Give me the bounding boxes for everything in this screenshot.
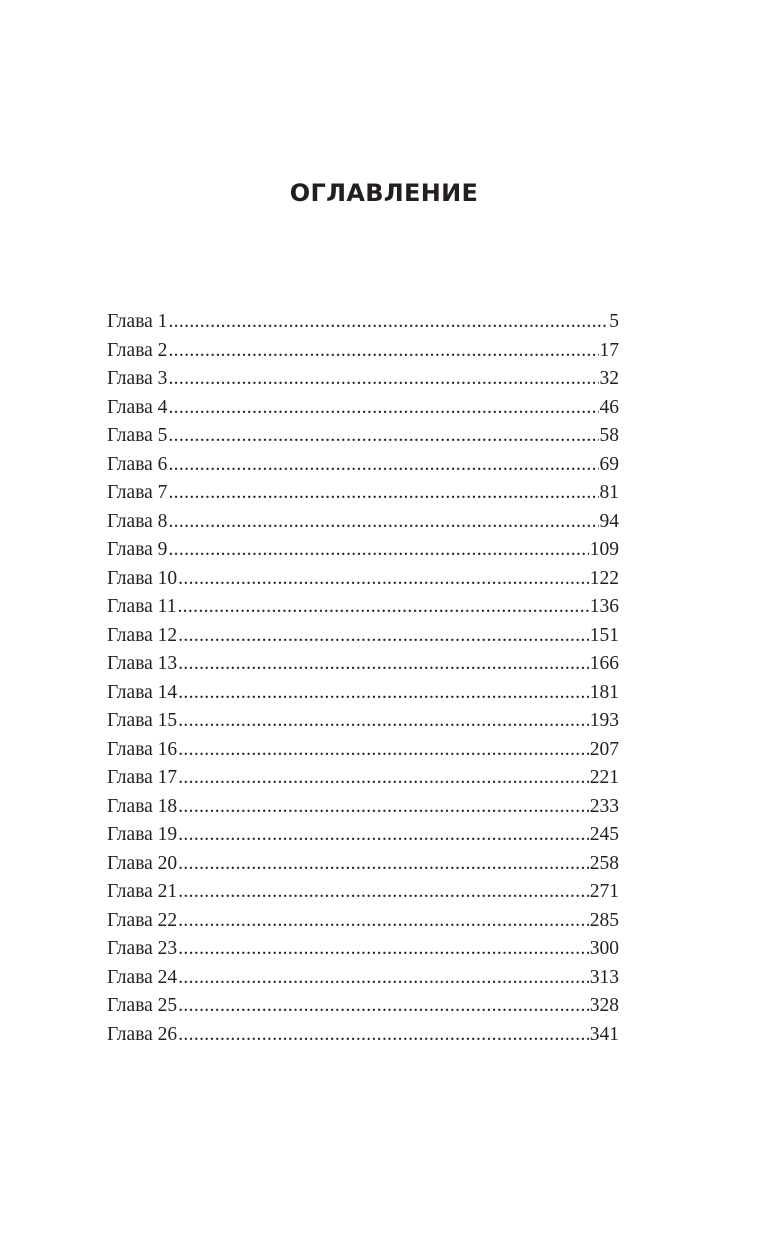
toc-entry-page-number: 5 xyxy=(609,311,619,332)
toc-entry xyxy=(107,422,619,451)
toc-entry-page-number: 181 xyxy=(589,681,619,703)
toc-entry-page-number: 166 xyxy=(589,653,619,674)
toc-entry-label: Глава 11 xyxy=(107,596,177,617)
toc-entry-page-number: 32 xyxy=(599,368,619,389)
toc-entry xyxy=(107,365,619,394)
toc-entry-label: Глава 9 xyxy=(107,539,168,560)
toc-dot-leader xyxy=(178,907,589,936)
toc-dot-leader xyxy=(168,479,598,508)
toc-entry-label: Глава 16 xyxy=(107,738,178,760)
toc-dot-leader xyxy=(178,707,589,736)
toc-entry xyxy=(107,479,619,508)
toc-entry xyxy=(107,707,619,736)
toc-dot-leader xyxy=(178,1021,589,1050)
toc-entry-label: Глава 26 xyxy=(107,1023,178,1045)
toc-entry-label: Глава 20 xyxy=(107,852,178,874)
toc-entry-label: Глава 25 xyxy=(107,995,178,1016)
toc-entry-page-number: 17 xyxy=(599,339,619,361)
toc-entry xyxy=(107,878,619,907)
toc-dot-leader xyxy=(178,964,589,993)
toc-entry-page-number: 221 xyxy=(589,767,619,788)
toc-entry xyxy=(107,964,619,993)
toc-entry xyxy=(107,593,619,622)
toc-entry-label: Глава 5 xyxy=(107,425,168,446)
toc-dot-leader xyxy=(178,992,589,1021)
toc-entry-page-number: 271 xyxy=(589,881,619,902)
page-title: ОГЛАВЛЕНИЕ xyxy=(289,179,479,208)
toc-entry xyxy=(107,650,619,679)
toc-entry-label: Глава 21 xyxy=(107,881,178,902)
toc-dot-leader xyxy=(178,622,589,651)
toc-entry xyxy=(107,935,619,964)
toc-entry-label: Глава 19 xyxy=(107,824,178,845)
toc-entry-label: Глава 23 xyxy=(107,938,178,959)
toc-entry-label: Глава 3 xyxy=(107,368,168,389)
toc-entry xyxy=(107,992,619,1021)
toc-entry-page-number: 151 xyxy=(589,624,619,646)
toc-entry xyxy=(107,736,619,765)
toc-entry-page-number: 233 xyxy=(589,795,619,817)
toc-entry-label: Глава 8 xyxy=(107,510,168,532)
toc-entry-label: Глава 14 xyxy=(107,681,178,703)
toc-dot-leader xyxy=(168,422,598,451)
toc-entry-page-number: 313 xyxy=(589,966,619,988)
toc-dot-leader xyxy=(178,736,589,765)
toc-entry-page-number: 69 xyxy=(599,453,619,475)
toc-dot-leader xyxy=(178,821,589,850)
toc-dot-leader xyxy=(168,337,598,366)
toc-entry-page-number: 341 xyxy=(589,1023,619,1045)
toc-dot-leader xyxy=(178,679,589,708)
toc-dot-leader xyxy=(178,793,589,822)
toc-dot-leader xyxy=(168,536,588,565)
toc-entry xyxy=(107,622,619,651)
toc-entry-label: Глава 15 xyxy=(107,710,178,731)
toc-entry xyxy=(107,764,619,793)
table-of-contents xyxy=(107,308,619,1049)
toc-entry-page-number: 109 xyxy=(589,539,619,560)
toc-entry-page-number: 122 xyxy=(589,567,619,589)
toc-entry xyxy=(107,565,619,594)
toc-entry xyxy=(107,679,619,708)
toc-dot-leader xyxy=(178,935,589,964)
toc-dot-leader xyxy=(168,308,608,337)
toc-entry-page-number: 193 xyxy=(589,710,619,731)
toc-entry-label: Глава 22 xyxy=(107,909,178,931)
toc-entry xyxy=(107,508,619,537)
toc-entry-label: Глава 13 xyxy=(107,653,178,674)
toc-entry-page-number: 300 xyxy=(589,938,619,959)
toc-dot-leader xyxy=(178,565,589,594)
toc-dot-leader xyxy=(178,764,589,793)
toc-entry-label: Глава 17 xyxy=(107,767,178,788)
toc-dot-leader xyxy=(168,394,598,423)
toc-entry-label: Глава 7 xyxy=(107,482,168,503)
toc-entry-page-number: 285 xyxy=(589,909,619,931)
toc-dot-leader xyxy=(178,850,589,879)
toc-entry-label: Глава 24 xyxy=(107,966,178,988)
toc-entry-page-number: 207 xyxy=(589,738,619,760)
toc-entry-label: Глава 12 xyxy=(107,624,178,646)
toc-entry-label: Глава 1 xyxy=(107,311,168,332)
toc-entry-label: Глава 4 xyxy=(107,396,168,418)
toc-entry xyxy=(107,394,619,423)
toc-entry-page-number: 136 xyxy=(589,596,619,617)
toc-entry-label: Глава 2 xyxy=(107,339,168,361)
toc-entry-label: Глава 18 xyxy=(107,795,178,817)
toc-entry xyxy=(107,308,619,337)
toc-entry xyxy=(107,536,619,565)
toc-entry-page-number: 58 xyxy=(599,425,619,446)
toc-entry xyxy=(107,907,619,936)
toc-entry-page-number: 258 xyxy=(589,852,619,874)
toc-entry-page-number: 81 xyxy=(599,482,619,503)
toc-dot-leader xyxy=(177,593,588,622)
toc-entry xyxy=(107,337,619,366)
toc-entry-page-number: 245 xyxy=(589,824,619,845)
toc-entry-label: Глава 10 xyxy=(107,567,178,589)
toc-dot-leader xyxy=(168,365,598,394)
toc-dot-leader xyxy=(178,650,589,679)
toc-entry xyxy=(107,1021,619,1050)
toc-entry-label: Глава 6 xyxy=(107,453,168,475)
toc-dot-leader xyxy=(168,451,598,480)
toc-dot-leader xyxy=(178,878,589,907)
toc-entry xyxy=(107,821,619,850)
toc-entry-page-number: 46 xyxy=(599,396,619,418)
toc-entry-page-number: 94 xyxy=(599,510,619,532)
toc-entry-page-number: 328 xyxy=(589,995,619,1016)
toc-entry xyxy=(107,451,619,480)
toc-dot-leader xyxy=(168,508,598,537)
toc-entry xyxy=(107,850,619,879)
toc-entry xyxy=(107,793,619,822)
